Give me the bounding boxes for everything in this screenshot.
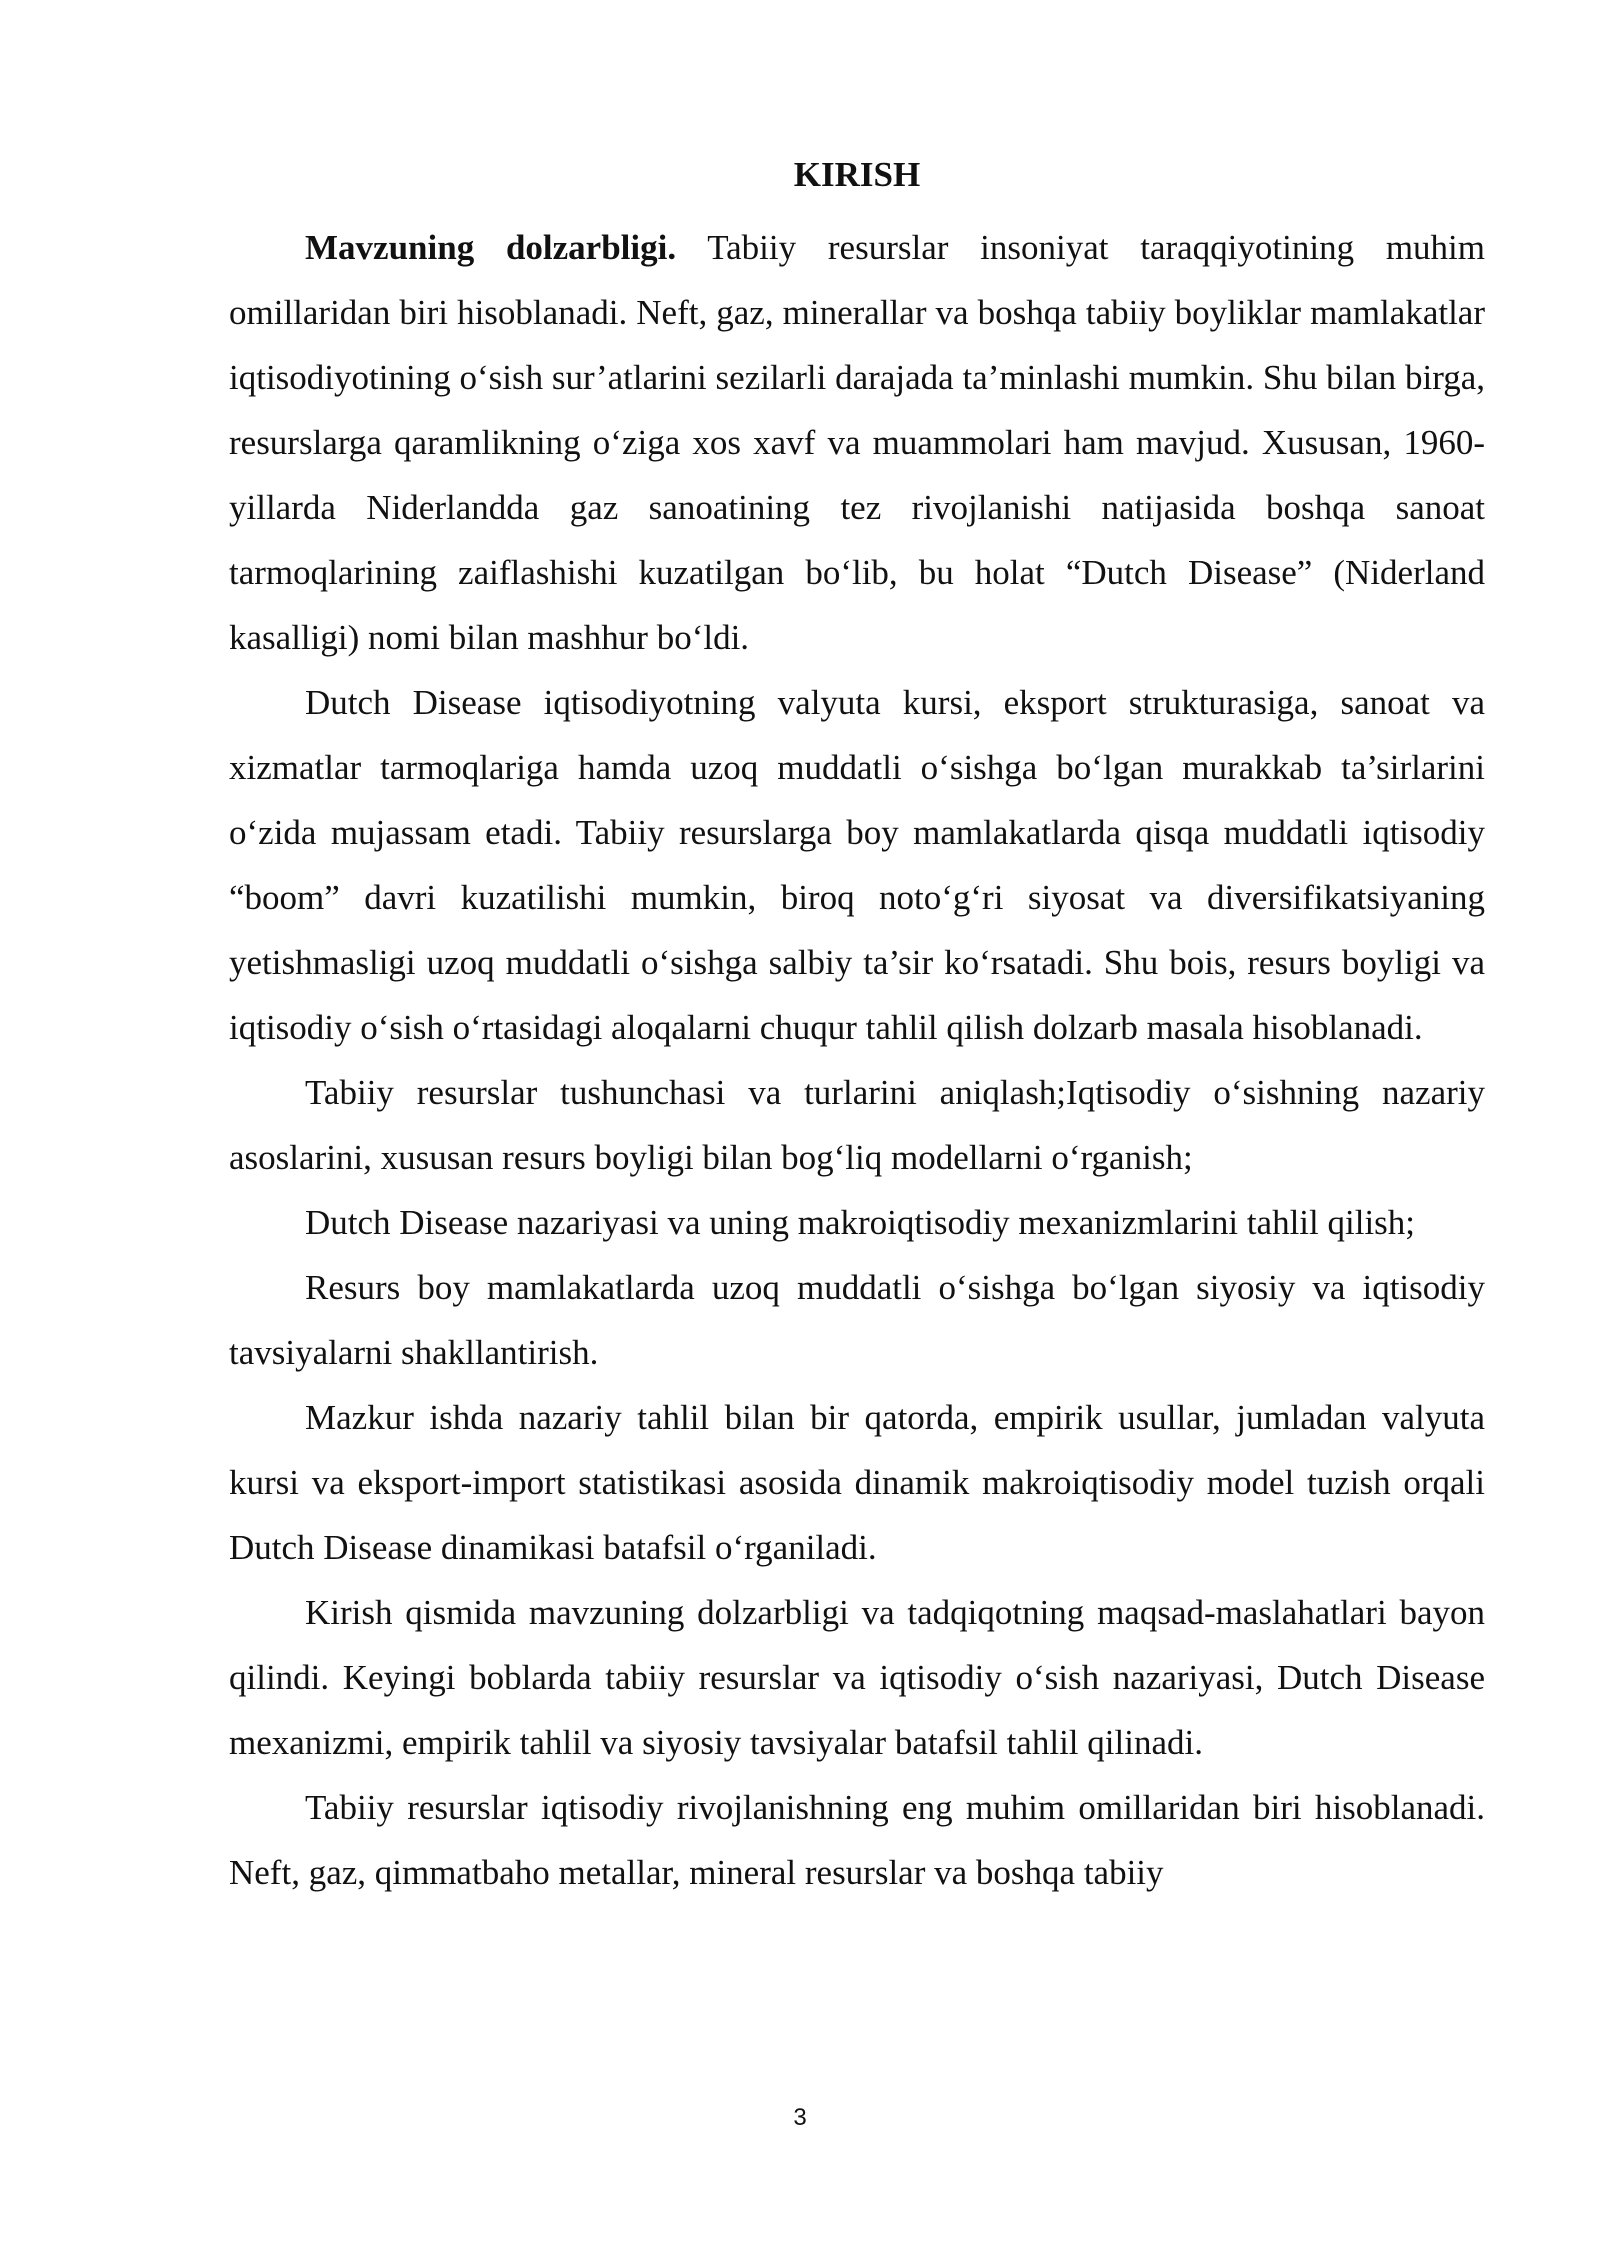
paragraph-resources: Tabiiy resurslar iqtisodiy rivojlanishning eng muhim omillaridan biri hisoblanadi. Neft, gaz, qimmatbaho metallar, mineral resurslar va boshqa tabiiy [229,1788,1485,1892]
paragraph-task-2: Dutch Disease nazariyasi va uning makroiqtisodiy mexanizmlarini tahlil qilish; [305,1203,1416,1242]
paragraph-task-1: Tabiiy resurslar tushunchasi va turlarini aniqlash;Iqtisodiy o‘sishning nazariy asoslarini, xususan resurs boyligi bilan bog‘liq modellarni o‘rganish; [229,1073,1485,1177]
paragraph-relevance [229,215,1485,670]
document-page [229,150,1485,1905]
paragraph-dutch-disease: Dutch Disease iqtisodiyotning valyuta kursi, eksport strukturasiga, sanoat va xizmatlar tarmoqlariga hamda uzoq muddatli o‘sishga bo‘lgan murakkab ta’sirlarini o‘zida mujassam etadi. Tabiiy resurslarga boy mamlakatlarda qisqa muddatli iqtisodiy “boom” davri kuzatilishi mumkin, biroq noto‘g‘ri siyosat va diversifikatsiyaning yetishmasligi uzoq muddatli o‘sishga salbiy ta’sir ko‘rsatadi. Shu bois, resurs boyligi va iqtisodiy o‘sish o‘rtasidagi aloqalarni chuqur tahlil qilish dolzarb masala hisoblanadi. [229,683,1485,1047]
paragraph-task-3: Resurs boy mamlakatlarda uzoq muddatli o‘sishga bo‘lgan siyosiy va iqtisodiy tavsiyalarni shakllantirish. [229,1268,1485,1372]
paragraph-structure: Kirish qismida mavzuning dolzarbligi va tadqiqotning maqsad-maslahatlari bayon qilindi. Keyingi boblarda tabiiy resurslar va iqtisodiy o‘sish nazariyasi, Dutch Disease mexanizmi, empirik tahlil va siyosiy tavsiyalar batafsil tahlil qilinadi. [229,1593,1485,1762]
paragraph-lead-heading: Mavzuning dolzarbligi. [305,228,677,267]
section-title: KIRISH [793,155,921,194]
paragraph-text: Tabiiy resurslar insoniyat taraqqiyotining muhim omillaridan biri hisoblanadi. Neft, gaz, minerallar va boshqa tabiiy boyliklar mamlakatlar iqtisodiyotining o‘sish sur’atlarini sezilarli darajada ta’minlashi mumkin. Shu bilan birga, resurslarga qaramlikning o‘ziga xos xavf va muammolari ham mavjud. Xususan, 1960-yillarda Niderlandda gaz sanoatining tez rivojlanishi natijasida boshqa sanoat tarmoqlarining zaiflashishi kuzatilgan bo‘lib, bu holat “Dutch Disease” (Niderland kasalligi) nomi bilan mashhur bo‘ldi. [229,228,1485,657]
paragraph-methods: Mazkur ishda nazariy tahlil bilan bir qatorda, empirik usullar, jumladan valyuta kursi va eksport-import statistikasi asosida dinamik makroiqtisodiy model tuzish orqali Dutch Disease dinamikasi batafsil o‘rganiladi. [229,1398,1485,1567]
page-number: 3 [793,2104,807,2131]
